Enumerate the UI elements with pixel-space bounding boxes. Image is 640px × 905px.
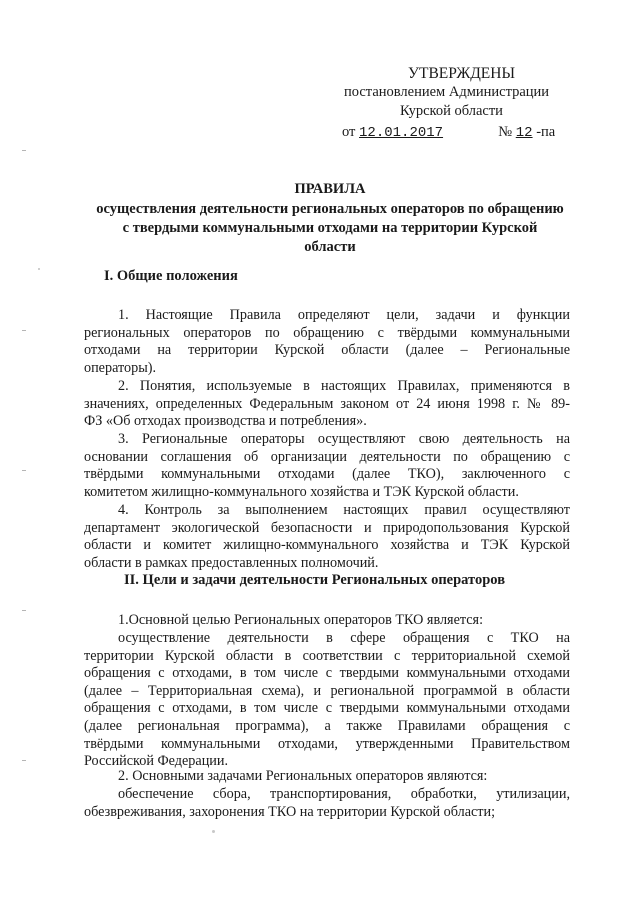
text-line: области в рамках предоставленных полномочий.: [84, 554, 379, 571]
text-line: операторы).: [84, 359, 157, 376]
number-suffix: -па: [536, 124, 556, 140]
title-line-3: области: [304, 239, 356, 255]
scan-speck: [212, 830, 215, 833]
text-line: 2. Понятия, используемые в настоящих Правилах, применяются в: [118, 378, 570, 394]
text-line: твёрдыми коммунальными отходами (далее ТКО), заключенного с: [84, 466, 570, 483]
text-line: 4. Контроль за выполнением настоящих правил осуществляют: [118, 502, 570, 518]
text-line: отходами на территории Курской области (далее – Региональные: [84, 342, 570, 359]
text-line: твёрдыми коммунальными отходами, утвержденными Правительством: [84, 735, 570, 752]
text-line: осуществление деятельности в сфере обращения с ТКО на: [118, 630, 570, 646]
section-1-paragraph-3: [84, 431, 570, 501]
text-line: 1. Настоящие Правила определяют цели, задачи и функции: [118, 307, 570, 323]
approval-region: Курской области: [400, 103, 503, 119]
text-line: 2. Основными задачами Региональных операторов являются:: [118, 768, 488, 784]
approval-date: 12.01.2017: [359, 125, 444, 141]
text-line: департамент экологической безопасности и природопользования Курской: [84, 519, 570, 536]
text-line: (далее – Территориальная схема), и региональной программой в области: [84, 682, 570, 699]
scan-edge-mark: [22, 150, 26, 151]
number-sign: №: [498, 124, 513, 140]
scan-edge-mark: [22, 470, 26, 471]
text-line: 1.Основной целью Региональных операторов ТКО является:: [118, 612, 484, 628]
text-line: значениях, определенных Федеральным законом от 24 июня 1998 г. № 89-: [84, 395, 570, 412]
text-line: области и комитет жилищно-коммунального хозяйства и ТЭК Курской: [84, 537, 570, 554]
date-prefix: от: [342, 124, 356, 140]
approval-by: постановлением Администрации: [344, 84, 550, 100]
section-2-paragraph-2: [84, 630, 570, 771]
text-line: ФЗ «Об отходах производства и потребления».: [84, 413, 367, 430]
approval-date-number: [330, 123, 600, 143]
text-line: основании соглашения об организации деятельности по обращению с: [84, 448, 570, 465]
scan-speck: [38, 268, 40, 270]
scan-edge-mark: [22, 760, 26, 761]
section-1-heading: I. Общие положения: [104, 268, 238, 284]
section-1-paragraph-2: [84, 378, 570, 431]
approval-title: УТВЕРЖДЕНЫ: [408, 65, 515, 82]
section-2-paragraph-3: [84, 768, 570, 786]
title-line-1: осуществления деятельности региональных операторов по обращению: [96, 201, 564, 217]
title-line-2: с твердыми коммунальными отходами на территории Курской: [122, 220, 538, 236]
section-2-paragraph-4: [84, 786, 570, 821]
section-1-paragraph-4: [84, 502, 570, 572]
text-line: (далее региональная программа), а также Правилами обращения с: [84, 717, 570, 734]
text-line: 3. Региональные операторы осуществляют свою деятельность на: [118, 431, 570, 447]
text-line: Российской Федерации.: [84, 753, 229, 770]
document-title: [80, 180, 580, 257]
text-line: обращения с отходами, в том числе с твердыми коммунальными отходами: [84, 700, 570, 717]
text-line: обращения с отходами, в том числе с твердыми коммунальными отходами: [84, 665, 570, 682]
text-line: обезвреживания, захоронения ТКО на территории Курской области;: [84, 803, 496, 820]
title-main: ПРАВИЛА: [294, 181, 366, 197]
text-line: региональных операторов по обращению с твёрдыми коммунальными: [84, 324, 570, 341]
approval-stamp: [330, 64, 600, 143]
section-2-paragraph-1: [84, 612, 570, 630]
text-line: комитетом жилищно-коммунального хозяйства и ТЭК Курской области.: [84, 483, 519, 500]
approval-number: 12: [515, 125, 533, 141]
scan-edge-mark: [22, 330, 26, 331]
text-line: обеспечение сбора, транспортирования, обработки, утилизации,: [118, 786, 570, 802]
text-line: территории Курской области в соответствии с территориальной схемой: [84, 647, 570, 664]
scan-edge-mark: [22, 610, 26, 611]
section-1-paragraph-1: [84, 307, 570, 377]
section-2-heading: II. Цели и задачи деятельности Региональных операторов: [124, 572, 506, 588]
